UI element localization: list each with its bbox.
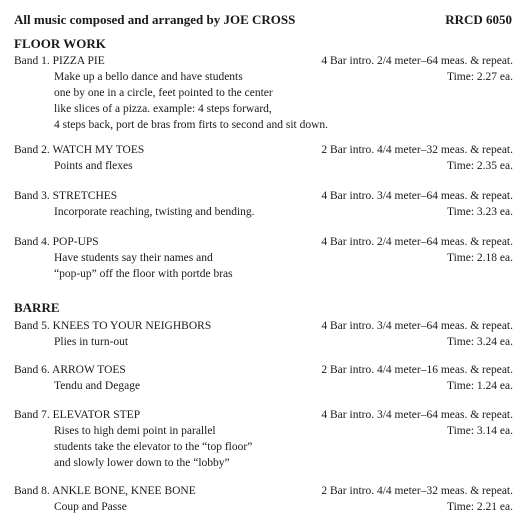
band-title: Band 6. ARROW TOES: [14, 364, 126, 376]
band-meter-info: 4 Bar intro. 3/4 meter–64 meas. & repeat.: [321, 320, 513, 332]
band-description-line: Tendu and Degage: [54, 380, 141, 392]
band-meter-info: 4 Bar intro. 3/4 meter–64 meas. & repeat.: [321, 190, 513, 202]
section-title-barre: BARRE: [14, 300, 60, 315]
band-description-line: Have students say their names and: [54, 252, 213, 264]
catalog-number: RRCD 6050: [445, 12, 512, 27]
band-title: Band 3. STRETCHES: [14, 190, 118, 202]
band-description-line: Coup and Passe: [54, 501, 127, 513]
band-meter-info: 4 Bar intro. 3/4 meter–64 meas. & repeat.: [321, 409, 513, 421]
band-3: [14, 188, 513, 220]
band-time: Time: 2.27 ea.: [446, 71, 513, 83]
band-title: Band 1. PIZZA PIE: [14, 55, 105, 67]
band-time: Time: 1.24 ea.: [446, 380, 513, 392]
band-description-line: Incorporate reaching, twisting and bending.: [54, 206, 255, 218]
section-title-floor-work: FLOOR WORK: [14, 36, 106, 51]
band-time: Time: 2.18 ea.: [446, 252, 513, 264]
band-title: Band 5. KNEES TO YOUR NEIGHBORS: [14, 320, 212, 332]
band-description-line: one by one in a circle, feet pointed to the center: [54, 87, 273, 99]
band-2: [14, 142, 513, 174]
band-description-line: students take the elevator to the “top floor”: [54, 441, 253, 453]
band-title: Band 7. ELEVATOR STEP: [14, 409, 141, 421]
band-description-line: Rises to high demi point in parallel: [54, 425, 216, 437]
credit-line: All music composed and arranged by JOE CROSS: [14, 12, 296, 27]
band-7: [14, 407, 513, 471]
band-meter-info: 2 Bar intro. 4/4 meter–32 meas. & repeat.: [321, 485, 513, 497]
band-description-line: Make up a bello dance and have students: [54, 71, 243, 83]
band-6: [14, 362, 513, 394]
band-time: Time: 3.24 ea.: [446, 336, 513, 348]
band-description-line: and slowly lower down to the “lobby”: [54, 457, 230, 469]
band-meter-info: 4 Bar intro. 2/4 meter–64 meas. & repeat.: [321, 55, 513, 67]
band-time: Time: 3.14 ea.: [446, 425, 513, 437]
band-meter-info: 2 Bar intro. 4/4 meter–16 meas. & repeat.: [321, 364, 513, 376]
band-description-line: 4 steps back, port de bras from firts to second and sit down.: [54, 119, 329, 131]
band-title: Band 2. WATCH MY TOES: [14, 144, 145, 156]
band-time: Time: 2.21 ea.: [446, 501, 513, 513]
band-description-line: Plies in turn-out: [54, 336, 129, 348]
band-description-line: like slices of a pizza. example: 4 steps forward,: [54, 103, 272, 115]
band-time: Time: 2.35 ea.: [446, 160, 513, 172]
band-meter-info: 4 Bar intro. 2/4 meter–64 meas. & repeat.: [321, 236, 513, 248]
band-5: [14, 318, 513, 350]
band-meter-info: 2 Bar intro. 4/4 meter–32 meas. & repeat.: [321, 144, 513, 156]
band-8: [14, 483, 513, 515]
band-4: [14, 234, 513, 282]
band-title: Band 4. POP-UPS: [14, 236, 99, 248]
band-title: Band 8. ANKLE BONE, KNEE BONE: [14, 485, 196, 497]
band-description-line: Points and flexes: [54, 160, 133, 172]
band-1: [14, 53, 513, 133]
band-time: Time: 3.23 ea.: [446, 206, 513, 218]
band-description-line: “pop-up” off the floor with portde bras: [54, 268, 233, 280]
